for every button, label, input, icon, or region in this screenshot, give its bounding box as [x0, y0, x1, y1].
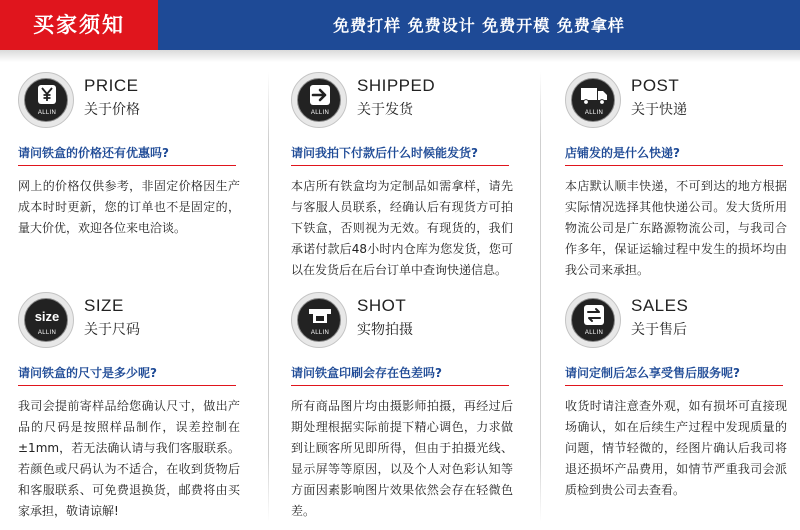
sales-badge	[565, 292, 621, 348]
card-question: 请问铁盒的尺寸是多少呢?	[18, 364, 236, 386]
camera-icon	[298, 299, 342, 331]
card-answer: 所有商品图片均由摄影师拍摄，再经过后期处理根据实际前提下精心调色，力求做到让顾客所见即所得，但由于拍摄光线、显示屏等等原因，以及个人对色彩认知等方面因素影响图片效果依然会存在轻微色差。	[291, 399, 513, 518]
card-question: 店铺发的是什么快递?	[565, 144, 783, 166]
badge-label: ALLIN	[37, 110, 57, 116]
card-title-cn: 关于售后	[631, 322, 687, 338]
shot-badge	[291, 292, 347, 348]
card-title-en: SHIPPED	[357, 76, 436, 95]
card-answer: 收货时请注意查外观，如有损坏可直接现场确认，如在后续生产过程中发现质量的问题，情节轻微的，经图片确认后我司将退还损坏产品费用，如情节严重我司会派质检到贵公司去查看。	[565, 399, 787, 497]
column-divider	[268, 72, 269, 522]
card-answer: 我司会提前寄样品给您确认尺寸，做出产品的尺码是按照样品制作，误差控制在±1mm，若无法确认请与我们客服联系。若颜色或尺码认为不适合，在收到货物后和客服联系、可免费退换货，邮费将由买家承担，敬请谅解!	[18, 399, 240, 518]
card-title-cn: 关于尺码	[84, 322, 140, 338]
header-bar	[0, 0, 800, 50]
card-title-en: SALES	[631, 296, 689, 315]
card-question: 请问铁盒印刷会存在色差吗?	[291, 364, 509, 386]
svg-text:size: size	[34, 309, 60, 324]
header-slogan: 免费打样 免费设计 免费开模 免费拿样	[333, 16, 625, 35]
card-question: 请问我拍下付款后什么时候能发货?	[291, 144, 509, 166]
arrow-right-icon	[298, 79, 342, 111]
badge-label: ALLIN	[584, 330, 604, 336]
badge-label: ALLIN	[310, 110, 330, 116]
card-title-en: SIZE	[84, 296, 124, 315]
shipped-badge	[291, 72, 347, 128]
badge-label: ALLIN	[37, 330, 57, 336]
header-shadow	[0, 50, 800, 62]
yen-icon	[25, 79, 69, 111]
card-title-cn: 关于价格	[84, 102, 140, 118]
card-answer: 本店所有铁盒均为定制品如需拿样，请先与客服人员联系，经确认后有现货方可拍下铁盒，否则视为无效。有现货的，我们承诺付款后48小时内仓库为您发货，您可以在发货后在后台订单中查询快递信息。	[291, 179, 513, 277]
card-title-cn: 实物拍摄	[357, 322, 413, 338]
card-title-en: PRICE	[84, 76, 139, 95]
card-title-cn: 关于发货	[357, 102, 413, 118]
truck-icon	[572, 79, 616, 111]
card-title-en: SHOT	[357, 296, 407, 315]
price-badge	[18, 72, 74, 128]
header-title: 买家须知	[0, 0, 158, 50]
column-divider	[540, 72, 541, 522]
card-question: 请问铁盒的价格还有优惠吗?	[18, 144, 236, 166]
card-question: 请问定制后怎么享受售后服务呢?	[565, 364, 783, 386]
card-title-en: POST	[631, 76, 680, 95]
card-answer: 本店默认顺丰快递，不可到达的地方根据实际情况选择其他快递公司。发大货所用物流公司是广东路源物流公司，与我司合作多年，保证运输过程中发生的损坏均由我公司来承担。	[565, 179, 787, 277]
post-badge	[565, 72, 621, 128]
badge-label: ALLIN	[584, 110, 604, 116]
badge-label: ALLIN	[310, 330, 330, 336]
card-title-cn: 关于快递	[631, 102, 687, 118]
card-answer: 网上的价格仅供参考，非固定价格因生产成本时时更新，您的订单也不是固定的，量大价优，欢迎各位来电洽谈。	[18, 179, 240, 235]
exchange-icon	[572, 299, 616, 331]
size-icon	[25, 299, 69, 331]
size-badge	[18, 292, 74, 348]
